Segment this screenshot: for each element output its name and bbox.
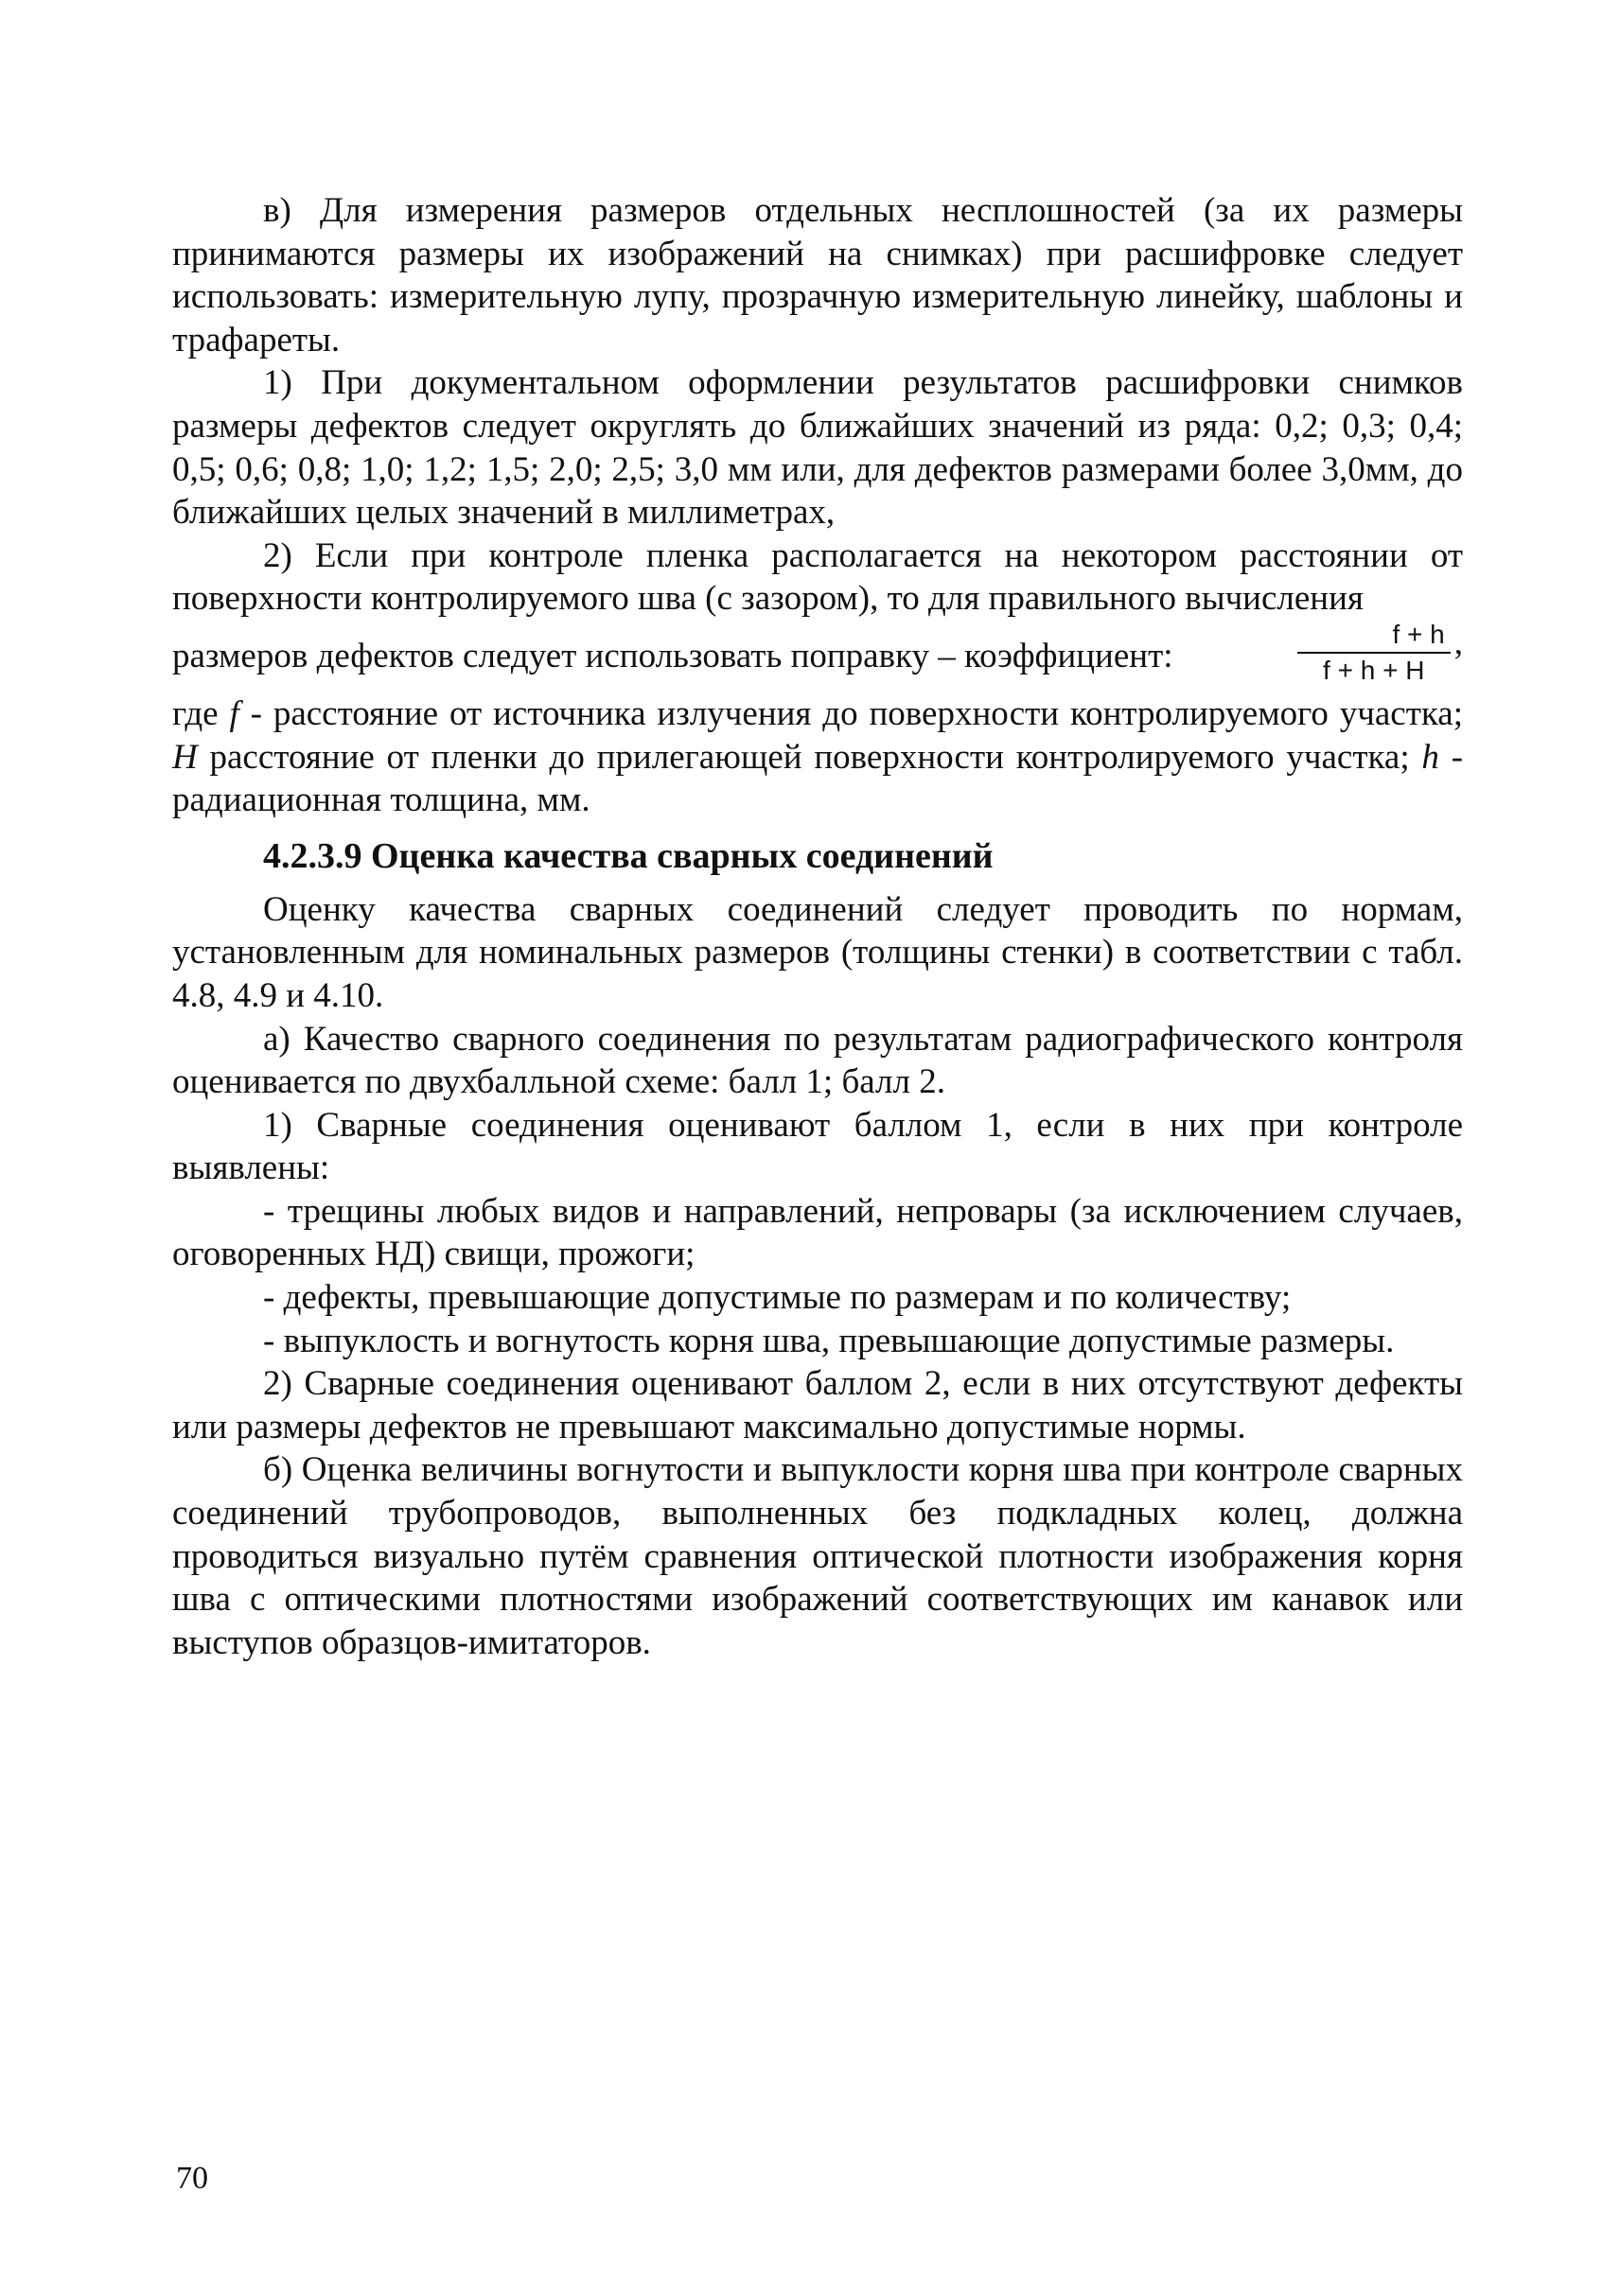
paragraph-1-score-one: 1) Сварные соединения оценивают баллом 1, если в них при контроле выявлены: (172, 1105, 1463, 1188)
correction-coefficient-formula (1297, 620, 1451, 686)
body-text (172, 189, 1463, 1664)
formula-numerator: f + h (1297, 620, 1451, 654)
paragraph-a-two-point-scheme: а) Качество сварного соединения по результатам радиографического контроля оценивается по двухбалльной схеме: балл 1; балл 2. (172, 1019, 1463, 1102)
paragraph-1-rounding: 1) При документальном оформлении результатов расшифровки снимков размеры дефектов следует округлять до ближайших значений из ряда: 0,2; 0,3; 0,4; 0,5; 0,6; 0,8; 1,0; 1,2; 1,5; 2,0; 2,5; 3,0 мм или, для дефектов размерами более 3,0мм, до ближайших целых значений в миллиметрах, (172, 363, 1463, 533)
definition-h: - радиационная толщина, мм. (172, 737, 1464, 820)
definition-f: - расстояние от источника излучения до поверхности контролируемого участка; (238, 693, 1463, 733)
paragraph-2-score-two: 2) Сварные соединения оценивают баллом 2, если в них отсутствуют дефекты или размеры дефектов не превышают максимально допустимые нормы. (172, 1364, 1463, 1446)
list-item-defects-exceeding: - дефекты, превышающие допустимые по размерам и по количеству; (263, 1278, 1292, 1318)
list-item-cracks: - трещины любых видов и направлений, непровары (за исключением случаев, оговоренных НД) свищи, прожоги; (172, 1191, 1463, 1274)
list-item-convexity-concavity: - выпуклость и вогнутость корня шва, превышающие допустимые размеры. (263, 1321, 1395, 1360)
variable-f: f (229, 693, 239, 733)
paragraph-quality-norms: Оценку качества сварных соединений следует проводить по нормам, установленным для номинальных размеров (толщины стенки) в соответствии с табл. 4.8, 4.9 и 4.10. (172, 889, 1463, 1015)
where-word: где (172, 693, 219, 733)
formula-comma: , (1453, 623, 1463, 663)
section-heading: 4.2.3.9 Оценка качества сварных соединений (263, 835, 994, 876)
paragraph-variable-definitions (172, 692, 1463, 822)
formula-denominator: f + h + H (1323, 655, 1425, 685)
page-number: 70 (176, 2161, 208, 2196)
paragraph-b-root-evaluation: б) Оценка величины вогнутости и выпуклости корня шва при контроле сварных соединений трубопроводов, выполненных без подкладных колец, должна проводиться визуально путём сравнения оптической плотности изображения корня шва с оптическими плотностями изображений соответствующих им канавок или выступов образцов-имитаторов. (172, 1450, 1463, 1662)
formula-lead-text: размеров дефектов следует использовать поправку – коэффициент: (172, 637, 1173, 676)
paragraph-2-film-gap: 2) Если при контроле пленка располагается на некотором расстоянии от поверхности контролируемого шва (с зазором), то для правильного вычисления (172, 535, 1463, 619)
variable-H: H (172, 737, 198, 777)
formula-line (172, 619, 1463, 691)
paragraph-v-measurement-tools: в) Для измерения размеров отдельных несплошностей (за их размеры принимаются размеры их изображений на снимках) при расшифровке следует использовать: измерительную лупу, прозрачную измерительную линейку, шаблоны и трафареты. (172, 191, 1463, 359)
definition-H: расстояние от пленки до прилегающей поверхности контролируемого участка; (197, 737, 1410, 777)
variable-h: h (1421, 737, 1439, 777)
